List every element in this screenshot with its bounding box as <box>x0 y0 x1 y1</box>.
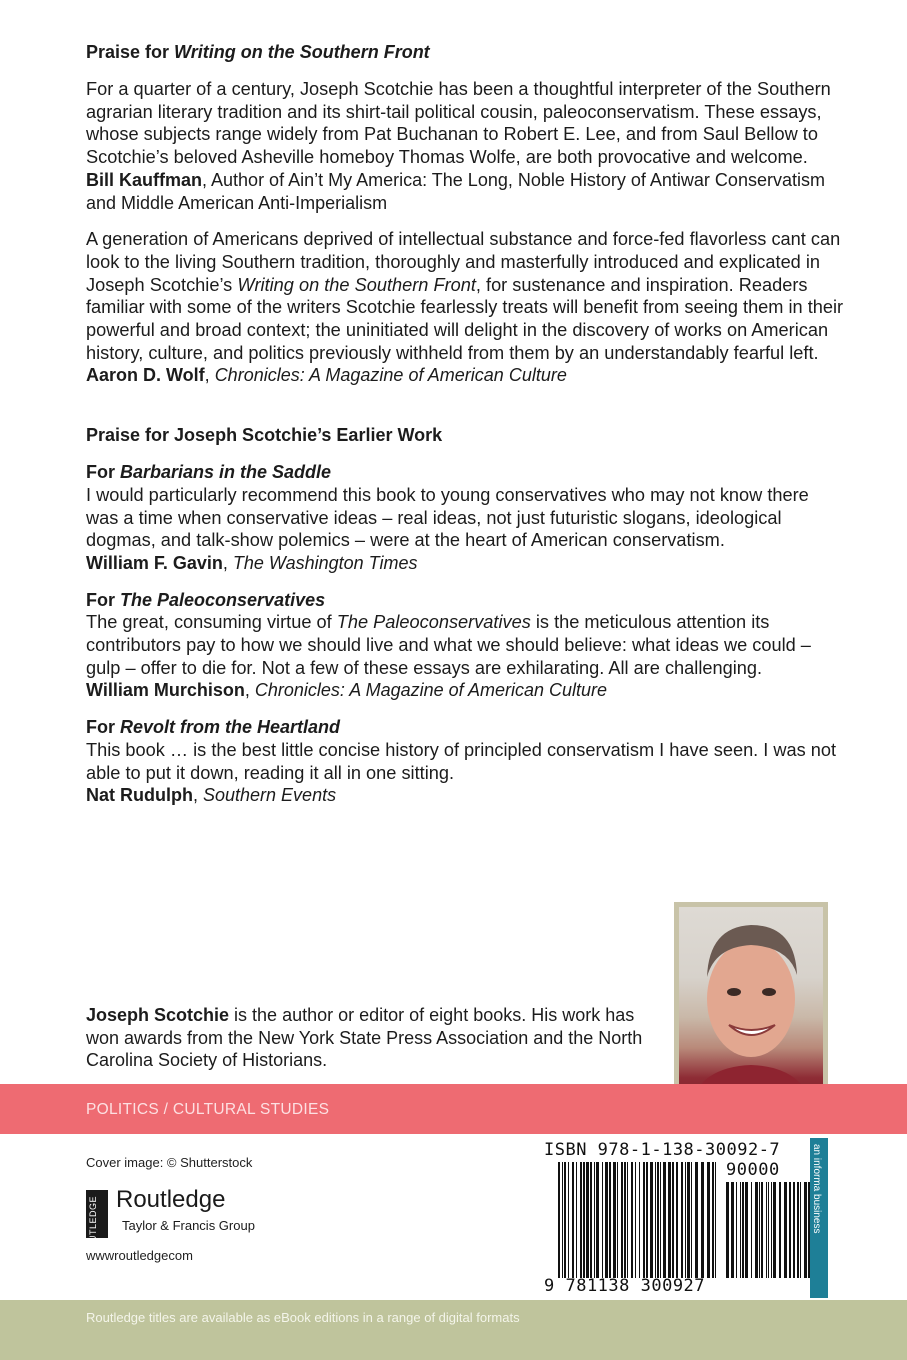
attribution-murchison: William Murchison, Chronicles: A Magazine of American Culture <box>86 680 608 701</box>
publisher-group: Taylor & Francis Group <box>122 1218 255 1233</box>
for-barbarians: For Barbarians in the Saddle <box>86 462 332 483</box>
quote-rudulph: This book … is the best little concise history of principled conservatism I have seen. I was not able to put it down, reading it all in one sitting. <box>86 739 837 783</box>
barcode-area <box>538 1138 824 1298</box>
isbn-text: ISBN 978-1-138-30092-7 <box>544 1140 781 1160</box>
earlier-work-heading: Praise for Joseph Scotchie’s Earlier Work <box>86 425 443 446</box>
attribution-gavin: William F. Gavin, The Washington Times <box>86 552 418 573</box>
quote-wolf: A generation of Americans deprived of intellectual substance and force-fed flavorless cant can look to the living Southern tradition, thoroughly and masterfully introduced and explicated in Joseph Scotchie’s Writing on the Southern Front, for sustenance and inspiration. Readers familiar with some of the writers Scotchie fearlessly treats will benefit from seeing them in their powerful and broad context; the uninitiated will delight in the discovery of works on American history, culture, and politics previously withheld from them by an understandably fearful left. <box>86 229 844 363</box>
for-paleoconservatives: For The Paleoconservatives <box>86 589 326 610</box>
author-photo <box>679 907 823 1108</box>
attribution-wolf: Aaron D. Wolf, Chronicles: A Magazine of American Culture <box>86 365 567 386</box>
attribution-rudulph: Nat Rudulph, Southern Events <box>86 785 337 806</box>
quote-gavin: I would particularly recommend this book to young conservatives who may not know there was a time when conservative ideas – real ideas, not just futuristic slogans, ideological dogmas, and talk-show polemics – were at the heart of American conservatism. <box>86 484 809 551</box>
footer-text: Routledge titles are available as eBook editions in a range of digital formats <box>86 1310 520 1325</box>
price-addon-text: 90000 <box>726 1160 780 1180</box>
author-bio: Joseph Scotchie is the author or editor of eight books. His work has won awards from the New York State Press Association and the North Carolina Society of Historians. <box>86 1005 643 1071</box>
informa-strip: an informa business <box>810 1138 828 1298</box>
barcode-main <box>558 1162 718 1278</box>
quote-kauffman: For a quarter of a century, Joseph Scotchie has been a thoughtful interpreter of the Southern agrarian literary tradition and its shirt-tail political cousin, paleoconservatism. These essays, whose subjects range widely from Pat Buchanan to Robert E. Lee, and from Saul Bellow to Scotchie’s beloved Asheville homeboy Thomas Wolfe, are both provocative and welcome. <box>86 79 831 168</box>
publisher-name: Routledge <box>116 1186 226 1213</box>
main-content <box>86 40 846 807</box>
barcode-addon <box>726 1182 816 1278</box>
cover-credit: Cover image: © Shutterstock <box>86 1155 253 1170</box>
quote-murchison: The great, consuming virtue of The Paleoconservatives is the meticulous attention its contributors pay to how we should live and what we should believe: what ideas we could – gulp – offer to die for. Not a few of these essays are exhilarating. All are challenging. <box>86 612 811 678</box>
category-label: POLITICS / CULTURAL STUDIES <box>86 1101 330 1118</box>
routledge-logo-mark: ROUTLEDGE <box>86 1190 108 1238</box>
for-revolt: For Revolt from the Heartland <box>86 717 341 738</box>
attribution-kauffman: Bill Kauffman, Author of Ain’t My America: The Long, Noble History of Antiwar Conservatism and Middle American Anti-Imperialism <box>86 169 825 213</box>
ean-text: 9 781138 300927 <box>544 1276 706 1296</box>
praise-heading: Praise for Writing on the Southern Front <box>86 42 430 62</box>
footer-band <box>0 1300 907 1360</box>
publisher-website: wwwroutledgecom <box>86 1248 193 1263</box>
author-photo-frame <box>674 902 828 1113</box>
